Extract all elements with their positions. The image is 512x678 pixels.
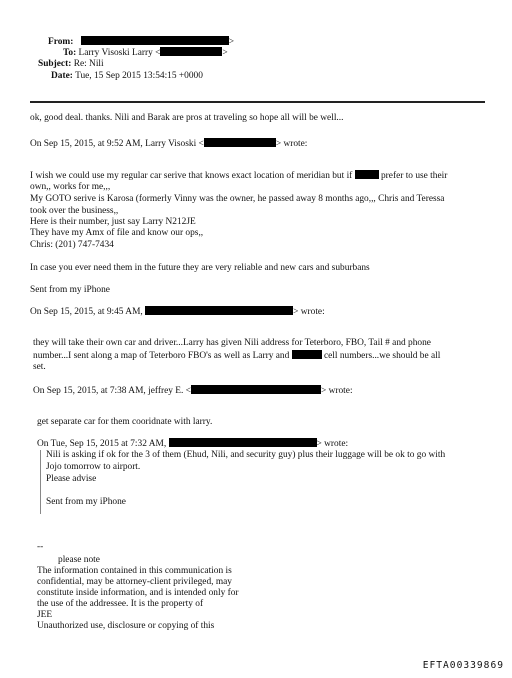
signature-note: please note: [58, 555, 100, 565]
redaction-block: [204, 138, 276, 147]
quote-3-line: get separate car for them cooridnate with larry.: [37, 417, 213, 427]
quote-4-line: Nili is asking if ok for the 3 of them (Ehud, Nili, and security guy) plus their luggage will be ok to go with: [46, 450, 446, 460]
redaction-block: [191, 385, 321, 394]
disclaimer-line: The information contained in this communication is: [37, 566, 232, 576]
quote-2-line: [33, 350, 440, 363]
quote-4-line: Please advise: [46, 474, 97, 484]
date-label: Date:: [51, 71, 73, 81]
disclaimer-line: JEE: [37, 610, 53, 620]
quote-1-line: own,, works for me,,,: [30, 182, 111, 192]
disclaimer-line: constitute inside information, and is intended only for: [37, 588, 239, 598]
quote-header-text: On Sep 15, 2015, at 7:38 AM, jeffrey E. <: [33, 386, 191, 396]
quote-header-text: On Sep 15, 2015, at 9:45 AM,: [30, 307, 143, 317]
quote-4-line: Sent from my iPhone: [46, 497, 126, 507]
to-tail: >: [222, 48, 228, 58]
quote-text: number...I sent along a map of Teterboro FBO's as well as Larry and: [33, 351, 290, 361]
quote-header-2: [30, 306, 325, 319]
quote-header-text: > wrote:: [320, 386, 353, 396]
quote-1-line: They have my Amx of file and know our ops,,: [30, 228, 204, 238]
header-divider: [30, 101, 485, 103]
date-value: Tue, 15 Sep 2015 13:54:15 +0000: [75, 71, 203, 81]
redaction-block: [169, 438, 317, 447]
subject-value: Re: Nili: [73, 59, 104, 69]
redaction-block: [160, 47, 222, 56]
to-label: To:: [63, 48, 77, 58]
quote-text: prefer to use their: [380, 171, 448, 181]
to-value: Larry Visoski Larry <: [78, 48, 161, 58]
quote-2-line: they will take their own car and driver...Larry has given Nili address for Teterboro, FBO, Tail # and phone: [33, 338, 431, 348]
from-label: From:: [48, 37, 74, 47]
quote-header-3: [33, 385, 353, 398]
quote-header-1: [30, 138, 307, 151]
quote-header-text: > wrote:: [293, 307, 325, 317]
to-row: [63, 47, 228, 60]
disclaimer-line: Unauthorized use, disclosure or copying of this: [37, 621, 215, 631]
quote-4-line: Jojo tomorrow to airport.: [46, 462, 141, 472]
disclaimer-line: the use of the addressee. It is the property of: [37, 599, 204, 609]
subject-row: [38, 59, 104, 71]
quote-1-line: In case you ever need them in the future they are very reliable and new cars and suburbans: [30, 263, 370, 273]
from-tail: >: [228, 37, 234, 47]
quote-header-text: On Sep 15, 2015, at 9:52 AM, Larry Visoski <: [30, 139, 204, 149]
date-row: [51, 71, 203, 83]
redaction-block: [81, 36, 229, 45]
quote-header-text: On Tue, Sep 15, 2015 at 7:32 AM,: [37, 439, 167, 449]
redaction-block: [355, 170, 379, 179]
quote-header-text: > wrote:: [316, 439, 349, 449]
quote-1-line: Here is their number, just say Larry N212JE: [30, 217, 196, 227]
bates-number: EFTA00339869: [422, 660, 504, 671]
quote-bar: [40, 450, 41, 514]
quote-header-text: > wrote:: [275, 139, 308, 149]
quote-header-4: [37, 438, 348, 451]
signature-dashes: --: [37, 542, 44, 552]
quote-1-line: Sent from my iPhone: [30, 285, 110, 295]
disclaimer-line: confidential, may be attorney-client privileged, may: [37, 577, 232, 587]
quote-1-line: [30, 170, 447, 183]
quote-1-line: My GOTO serive is Karosa (formerly Vinny was the owner, he passed away 8 months ago,,, Chris and Teressa: [30, 194, 445, 204]
quote-text: cell numbers...we should be all: [323, 351, 441, 361]
subject-label: Subject:: [38, 59, 72, 69]
quote-2-line: set.: [33, 362, 46, 372]
redaction-block: [145, 306, 293, 315]
redaction-block: [292, 350, 322, 359]
reply-text: ok, good deal. thanks. Nili and Barak are pros at traveling so hope all will be well...: [30, 113, 344, 123]
quote-1-line: took over the business,,: [30, 206, 119, 216]
quote-1-line: Chris: (201) 747-7434: [30, 240, 114, 250]
quote-text: I wish we could use my regular car serive that knows exact location of meridian but if: [30, 171, 353, 181]
